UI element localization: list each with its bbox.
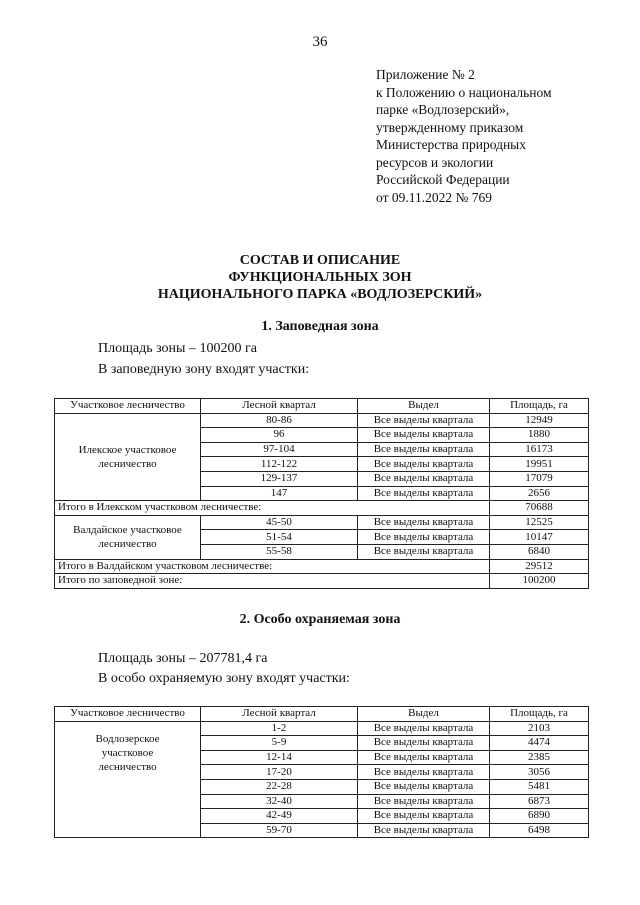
allotment-cell: Все выделы квартала <box>358 750 490 765</box>
header-cell: Лесной квартал <box>201 399 358 414</box>
allotment-cell: Все выделы квартала <box>358 515 490 530</box>
allotment-cell: Все выделы квартала <box>358 413 490 428</box>
allotment-cell: Все выделы квартала <box>358 428 490 443</box>
header-cell: Участковое лесничество <box>55 399 201 414</box>
allotment-cell: Все выделы квартала <box>358 736 490 751</box>
quarter-cell: 112-122 <box>201 457 358 472</box>
appendix-line: ресурсов и экологии <box>376 154 494 170</box>
appendix-line: к Положению о национальном <box>376 84 552 100</box>
area-cell: 6840 <box>490 544 589 559</box>
area-cell: 1880 <box>490 428 589 443</box>
appendix-line: Российской Федерации <box>376 172 510 187</box>
reserve-zone-table <box>54 398 589 589</box>
quarter-cell: 97-104 <box>201 442 358 457</box>
area-cell: 6498 <box>490 823 589 838</box>
table-row <box>55 413 589 428</box>
subtotal-label: Итого в Валдайском участковом лесничестве: <box>55 559 490 574</box>
quarter-cell: 96 <box>201 428 358 443</box>
table-row <box>55 515 589 530</box>
section1-intro: В заповедную зону входят участки: <box>98 362 310 377</box>
allotment-cell: Все выделы квартала <box>358 809 490 824</box>
quarter-cell: 5-9 <box>201 736 358 751</box>
forestry-cell: Илекское участковое лесничество <box>55 413 201 501</box>
area-cell: 10147 <box>490 530 589 545</box>
allotment-cell: Все выделы квартала <box>358 765 490 780</box>
quarter-cell: 51-54 <box>201 530 358 545</box>
header-cell: Площадь, га <box>490 399 589 414</box>
quarter-cell: 22-28 <box>201 779 358 794</box>
grand-total-value: 100200 <box>490 574 589 589</box>
quarter-cell: 55-58 <box>201 544 358 559</box>
forestry-cell: Валдайское участковое лесничество <box>55 515 201 559</box>
allotment-cell: Все выделы квартала <box>358 471 490 486</box>
subtotal-label: Итого в Илекском участковом лесничестве: <box>55 501 490 516</box>
protected-zone-table <box>54 706 589 838</box>
allotment-cell: Все выделы квартала <box>358 486 490 501</box>
section2-area: Площадь зоны – 207781,4 га <box>98 651 268 666</box>
table-header-row <box>55 707 589 722</box>
appendix-line: от 09.11.2022 № 769 <box>376 189 492 205</box>
quarter-cell: 12-14 <box>201 750 358 765</box>
subtotal-row <box>55 501 589 516</box>
area-cell: 4474 <box>490 736 589 751</box>
area-cell: 6890 <box>490 809 589 824</box>
header-cell: Выдел <box>358 399 490 414</box>
area-cell: 2385 <box>490 750 589 765</box>
quarter-cell: 1-2 <box>201 721 358 736</box>
allotment-cell: Все выделы квартала <box>358 442 490 457</box>
area-cell: 6873 <box>490 794 589 809</box>
allotment-cell: Все выделы квартала <box>358 823 490 838</box>
section1-heading: 1. Заповедная зона <box>261 319 379 334</box>
allotment-cell: Все выделы квартала <box>358 457 490 472</box>
appendix-line: парке «Водлозерский», <box>376 102 510 117</box>
appendix-line: Приложение № 2 <box>376 67 475 82</box>
page-number: 36 <box>312 34 328 50</box>
header-cell: Участковое лесничество <box>55 707 201 722</box>
subtotal-row <box>55 559 589 574</box>
table-header-row <box>55 399 589 414</box>
title-line: ФУНКЦИОНАЛЬНЫХ ЗОН <box>228 270 412 285</box>
allotment-cell: Все выделы квартала <box>358 721 490 736</box>
appendix-note <box>376 66 552 206</box>
quarter-cell: 80-86 <box>201 413 358 428</box>
allotment-cell: Все выделы квартала <box>358 544 490 559</box>
header-cell: Площадь, га <box>490 707 589 722</box>
document-title <box>0 252 640 303</box>
allotment-cell: Все выделы квартала <box>358 794 490 809</box>
area-cell: 12525 <box>490 515 589 530</box>
header-cell: Лесной квартал <box>201 707 358 722</box>
area-cell: 5481 <box>490 779 589 794</box>
grand-total-label: Итого по заповедной зоне: <box>55 574 490 589</box>
area-cell: 17079 <box>490 471 589 486</box>
area-cell: 2103 <box>490 721 589 736</box>
header-cell: Выдел <box>358 707 490 722</box>
appendix-line: утвержденному приказом <box>376 119 524 135</box>
appendix-line: Министерства природных <box>376 137 526 152</box>
area-cell: 3056 <box>490 765 589 780</box>
quarter-cell: 129-137 <box>201 471 358 486</box>
allotment-cell: Все выделы квартала <box>358 779 490 794</box>
area-cell: 16173 <box>490 442 589 457</box>
grand-total-row <box>55 574 589 589</box>
title-line: НАЦИОНАЛЬНОГО ПАРКА «ВОДЛОЗЕРСКИЙ» <box>157 287 483 302</box>
quarter-cell: 17-20 <box>201 765 358 780</box>
quarter-cell: 45-50 <box>201 515 358 530</box>
forestry-cell: Водлозерское участковое лесничество <box>55 721 201 838</box>
subtotal-value: 70688 <box>490 501 589 516</box>
area-cell: 12949 <box>490 413 589 428</box>
subtotal-value: 29512 <box>490 559 589 574</box>
area-cell: 2656 <box>490 486 589 501</box>
quarter-cell: 147 <box>201 486 358 501</box>
title-line: СОСТАВ И ОПИСАНИЕ <box>239 253 401 268</box>
quarter-cell: 32-40 <box>201 794 358 809</box>
allotment-cell: Все выделы квартала <box>358 530 490 545</box>
section2-heading: 2. Особо охраняемая зона <box>239 612 401 627</box>
quarter-cell: 42-49 <box>201 809 358 824</box>
quarter-cell: 59-70 <box>201 823 358 838</box>
section1-area: Площадь зоны – 100200 га <box>98 341 257 356</box>
area-cell: 19951 <box>490 457 589 472</box>
section2-intro: В особо охраняемую зону входят участки: <box>98 671 350 686</box>
table-row <box>55 721 589 736</box>
